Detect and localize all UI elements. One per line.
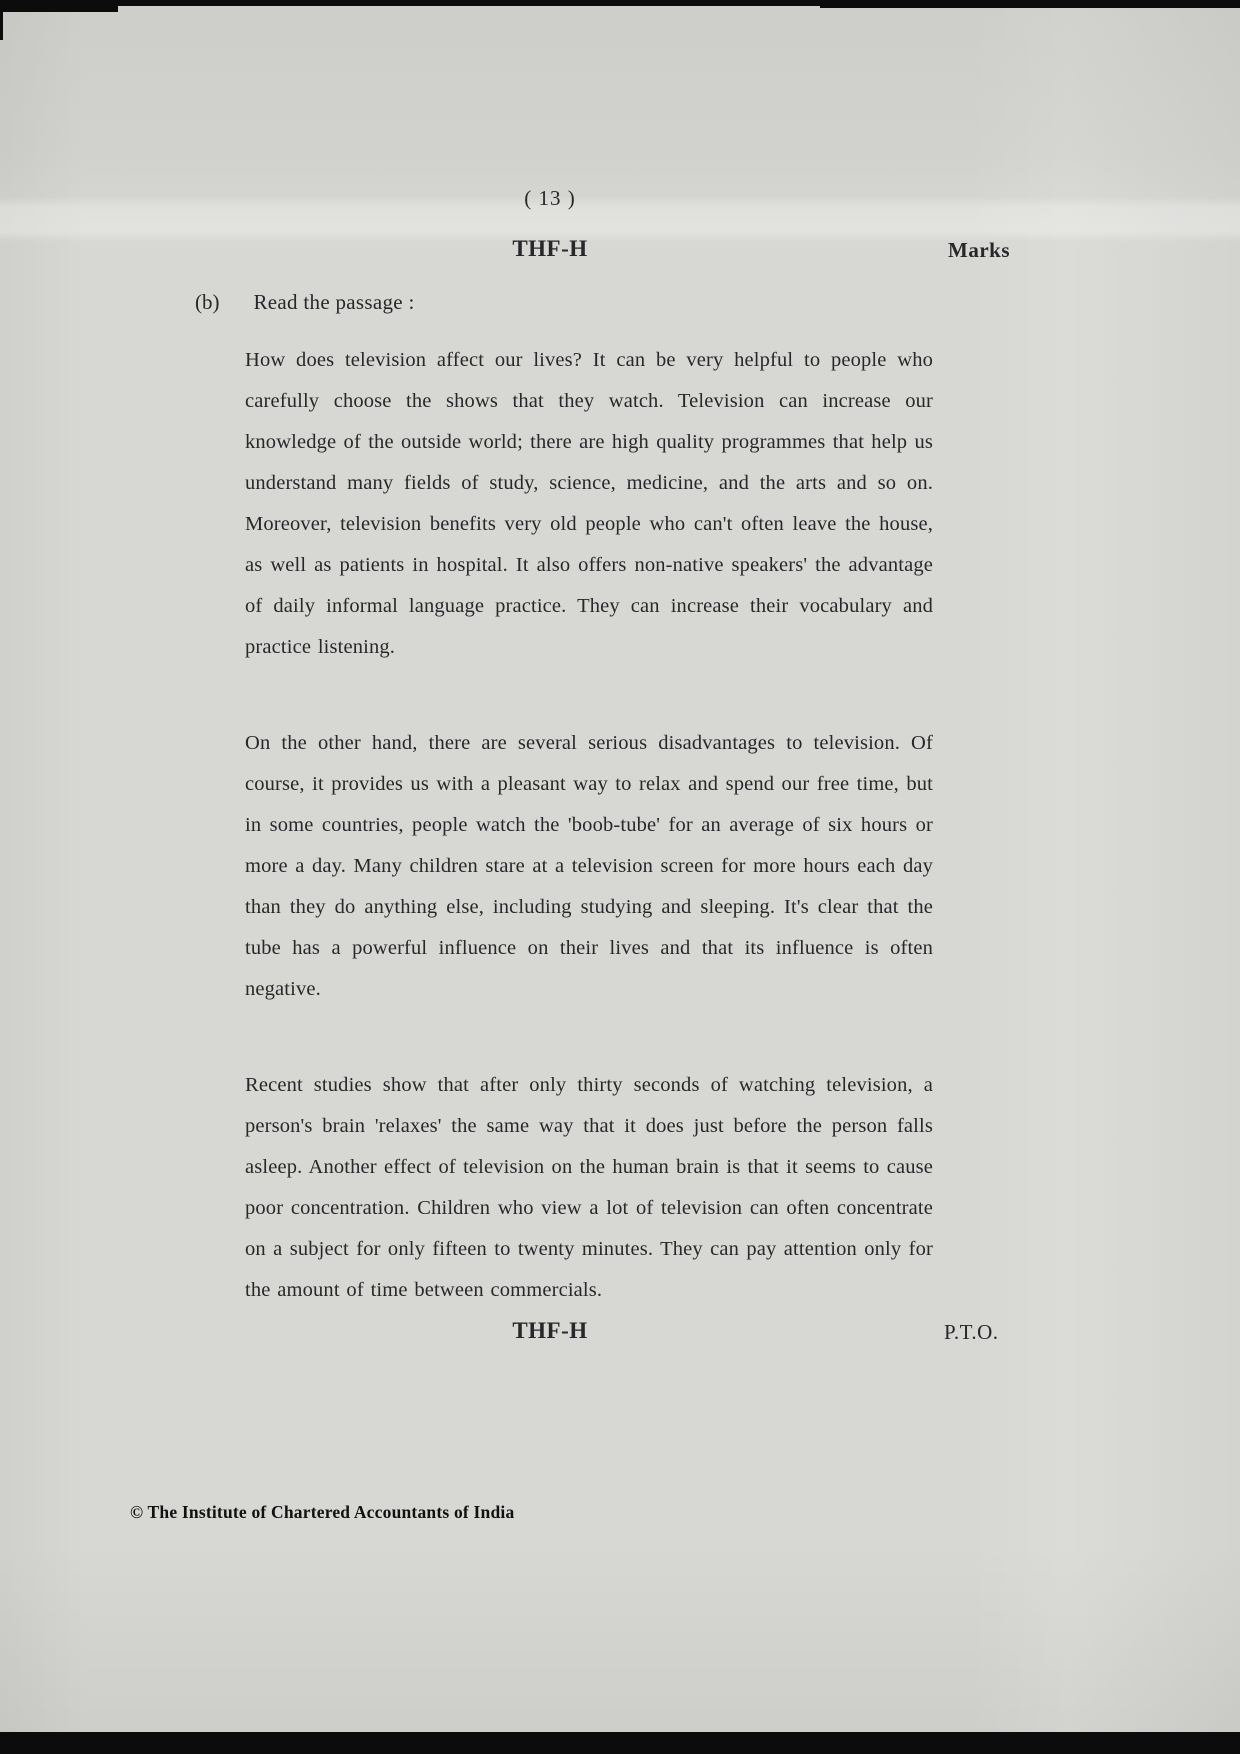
scan-artifact-top-right-line bbox=[820, 0, 1240, 8]
passage-text-block bbox=[245, 340, 933, 1366]
question-row bbox=[195, 290, 415, 315]
scan-artifact-left-edge bbox=[0, 0, 3, 40]
paper-code-header: THF-H bbox=[512, 236, 588, 261]
passage-paragraph: How does television affect our lives? It can be very helpful to people who carefully choose the shows that they watch. Television can increase our knowledge of the outside world; there are high quality programmes that help us understand many fields of study, science, medicine, and the arts and so on. Moreover, television benefits very old people who can't often leave the house, as well as patients in hospital. It also offers non-native speakers' the advantage of daily informal language practice. They can increase their vocabulary and practice listening. bbox=[245, 349, 933, 658]
scan-artifact-top-left-block bbox=[0, 0, 118, 12]
question-part-label: (b) bbox=[195, 290, 220, 314]
scan-artifact-bottom-bar bbox=[0, 1732, 1240, 1754]
marks-label: Marks bbox=[948, 238, 1010, 262]
pto-label: P.T.O. bbox=[944, 1320, 999, 1344]
page-number: ( 13 ) bbox=[524, 186, 576, 210]
read-passage-instruction: Read the passage : bbox=[253, 290, 415, 314]
paper-code-footer: THF-H bbox=[512, 1318, 588, 1343]
copyright-line: © The Institute of Chartered Accountants of India bbox=[130, 1502, 515, 1522]
passage-paragraph: Recent studies show that after only thirty seconds of watching television, a person's brain 'relaxes' the same way that it does just before the person falls asleep. Another effect of television on the human brain is that it seems to cause poor concentration. Children who view a lot of television can often concentrate on a subject for only fifteen to twenty minutes. They can pay attention only for the amount of time between commercials. bbox=[245, 1074, 933, 1301]
passage-paragraph: On the other hand, there are several serious disadvantages to television. Of course, it provides us with a pleasant way to relax and spend our free time, but in some countries, people watch the 'boob-tube' for an average of six hours or more a day. Many children stare at a television screen for more hours each day than they do anything else, including studying and sleeping. It's clear that the tube has a powerful influence on their lives and that its influence is often negative. bbox=[245, 732, 933, 1000]
